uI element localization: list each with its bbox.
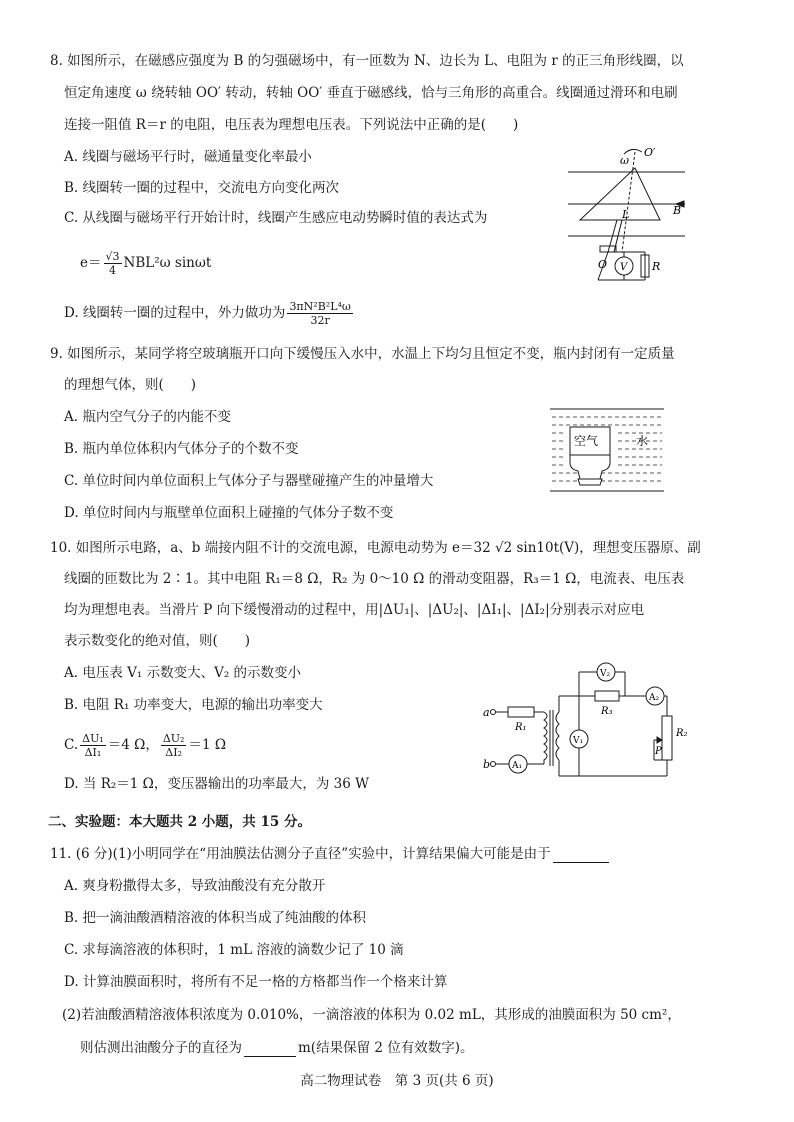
q10-c-f1-num: ΔU₁ [82, 732, 104, 745]
q10-c-fraction-2 [161, 732, 187, 759]
q10-c-prefix: C. [64, 737, 79, 753]
q8-stem-line2: 恒定角速度 ω 绕转轴 OO′ 转动，转轴 OO′ 垂直于磁感线，恰与三角形的高重合。线圈通过滑环和电刷 [64, 85, 678, 101]
q10-fig-r1: R₁ [515, 722, 527, 733]
q10-stem-line3: 均为理想电表。当滑片 P 向下缓慢滑动的过程中，用|ΔU₁|、|ΔU₂|、|ΔI₁|、|ΔI₂|分别表示对应电 [64, 602, 645, 618]
q10-fig-a2: A₂ [649, 693, 660, 703]
q8-coil-figure [560, 140, 695, 292]
q8-fig-b: B [673, 204, 682, 217]
q11-part2-line1: (2)若油酸酒精溶液体积浓度为 0.010%，一滴溶液的体积为 0.02 mL，其形成的油膜面积为 50 cm²， [62, 1007, 681, 1023]
q9-option-c: C. 单位时间内单位面积上气体分子与器壁碰撞产生的冲量增大 [64, 473, 434, 489]
q9-stem-line2: 的理想气体，则( ) [64, 377, 197, 393]
q10-stem-line4: 表示数变化的绝对值，则( ) [64, 633, 251, 649]
q10-c-fraction-1 [80, 732, 106, 759]
q10-c-f2-den: ΔI₂ [165, 746, 182, 759]
q8-option-b: B. 线圈转一圈的过程中，交流电方向变化两次 [64, 180, 340, 196]
q10-fig-v2: V₂ [600, 669, 611, 679]
section-2-heading: 二、实验题：本大题共 2 小题，共 15 分。 [48, 814, 311, 830]
q10-c-mid: ＝4 Ω， [107, 737, 159, 753]
q8-c-formula-suffix: NBL²ω sinωt [123, 255, 212, 271]
q9-fig-water-label: 水 [636, 434, 649, 448]
page-footer: 高二物理试卷 第 3 页(共 6 页) [300, 1073, 494, 1089]
q8-fig-o: O [598, 258, 608, 271]
q10-fig-v1: V₁ [573, 736, 584, 746]
q10-option-b: B. 电阻 R₁ 功率变大，电源的输出功率变大 [64, 697, 323, 713]
q9-bottle-figure [548, 405, 666, 495]
q11-answer-blank-2[interactable] [244, 1042, 296, 1057]
q10-circuit-figure [480, 660, 695, 785]
q9-option-a: A. 瓶内空气分子的内能不变 [64, 409, 231, 425]
q8-c-frac-num: √3 [105, 250, 120, 263]
q8-option-d [64, 298, 355, 328]
q11-option-a: A. 爽身粉撒得太多，导致油酸没有充分散开 [64, 878, 326, 894]
q10-option-c [64, 730, 226, 760]
q8-option-a: A. 线圈与磁场平行时，磁通量变化率最小 [64, 149, 312, 165]
q11-part2-line2 [80, 1039, 474, 1057]
q11-option-d: D. 计算油膜面积时，将所有不足一格的方格都当作一个格来计算 [64, 974, 448, 990]
q11-part2-text-b: m(结果保留 2 位有效数字)。 [298, 1040, 474, 1056]
q9-option-b: B. 瓶内单位体积内气体分子的个数不变 [64, 441, 299, 457]
q8-stem-line1: 8. 如图所示，在磁感应强度为 B 的匀强磁场中，有一匝数为 N、边长为 L、电阻为 r 的正三角形线圈，以 [50, 53, 684, 69]
q8-fig-o-top: O′ [644, 146, 656, 159]
q11-answer-blank-1[interactable] [553, 848, 609, 863]
q8-fig-r: R [652, 260, 661, 273]
q10-fig-terminal-a: a [483, 706, 490, 719]
q11-option-b: B. 把一滴油酸酒精溶液的体积当成了纯油酸的体积 [64, 910, 367, 926]
q10-fig-terminal-b: b [483, 758, 491, 771]
q8-fig-voltmeter: V [620, 262, 628, 273]
q8-c-fraction [104, 250, 122, 277]
q8-d-frac-num: 3πN²B²L⁴ω [289, 300, 351, 313]
q9-stem-line1: 9. 如图所示，某同学将空玻璃瓶开口向下缓慢压入水中，水温上下均匀且恒定不变，瓶内封闭有一定质量 [50, 346, 675, 362]
q8-option-c: C. 从线圈与磁场平行开始计时，线圈产生感应电动势瞬时值的表达式为 [64, 210, 488, 226]
q8-c-frac-den: 4 [109, 264, 116, 277]
q10-option-a: A. 电压表 V₁ 示数变大、V₂ 的示数变小 [64, 665, 302, 681]
q10-option-d: D. 当 R₂＝1 Ω，变压器输出的功率最大，为 36 W [64, 776, 370, 792]
q8-fig-l: L [622, 208, 630, 221]
q8-stem-line3: 连接一阻值 R＝r 的电阻，电压表为理想电压表。下列说法中正确的是( ) [64, 117, 519, 133]
q10-fig-slider-p: P [655, 746, 662, 757]
q8-d-frac-den: 32r [310, 314, 330, 327]
q10-c-suffix: ＝1 Ω [188, 737, 227, 753]
q8-d-text: D. 线圈转一圈的过程中，外力做功为 [64, 305, 286, 321]
q10-stem-line1: 10. 如图所示电路，a、b 端接内阻不计的交流电源，电源电动势为 e＝32 √2 sin10t(V)，理想变压器原、副 [50, 540, 701, 556]
q11-stem-text: 11. (6 分)(1)小明同学在“用油膜法估测分子直径”实验中，计算结果偏大可能是由于 [50, 846, 551, 862]
q9-option-d: D. 单位时间内与瓶壁单位面积上碰撞的气体分子数不变 [64, 505, 394, 521]
q8-c-formula-prefix: e＝ [80, 255, 102, 271]
q8-option-c-formula [80, 248, 211, 278]
q8-fig-omega: ω [620, 154, 629, 167]
q11-part2-text-a: 则估测出油酸分子的直径为 [80, 1040, 242, 1056]
q9-fig-air-label: 空气 [574, 434, 599, 448]
q8-d-fraction [287, 300, 352, 327]
q10-fig-r2: R₂ [676, 728, 688, 739]
q10-c-f1-den: ΔI₁ [84, 746, 102, 759]
q11-option-c: C. 求每滴溶液的体积时，1 mL 溶液的滴数少记了 10 滴 [64, 942, 404, 958]
q10-stem-line2: 线圈的匝数比为 2∶1。其中电阻 R₁＝8 Ω，R₂ 为 0～10 Ω 的滑动变阻器，R₃＝1 Ω，电流表、电压表 [64, 571, 685, 587]
q11-stem-line1 [50, 845, 609, 863]
q10-fig-a1: A₁ [512, 761, 523, 771]
q10-c-f2-num: ΔU₂ [162, 732, 185, 745]
q10-fig-r3: R₃ [601, 706, 613, 717]
